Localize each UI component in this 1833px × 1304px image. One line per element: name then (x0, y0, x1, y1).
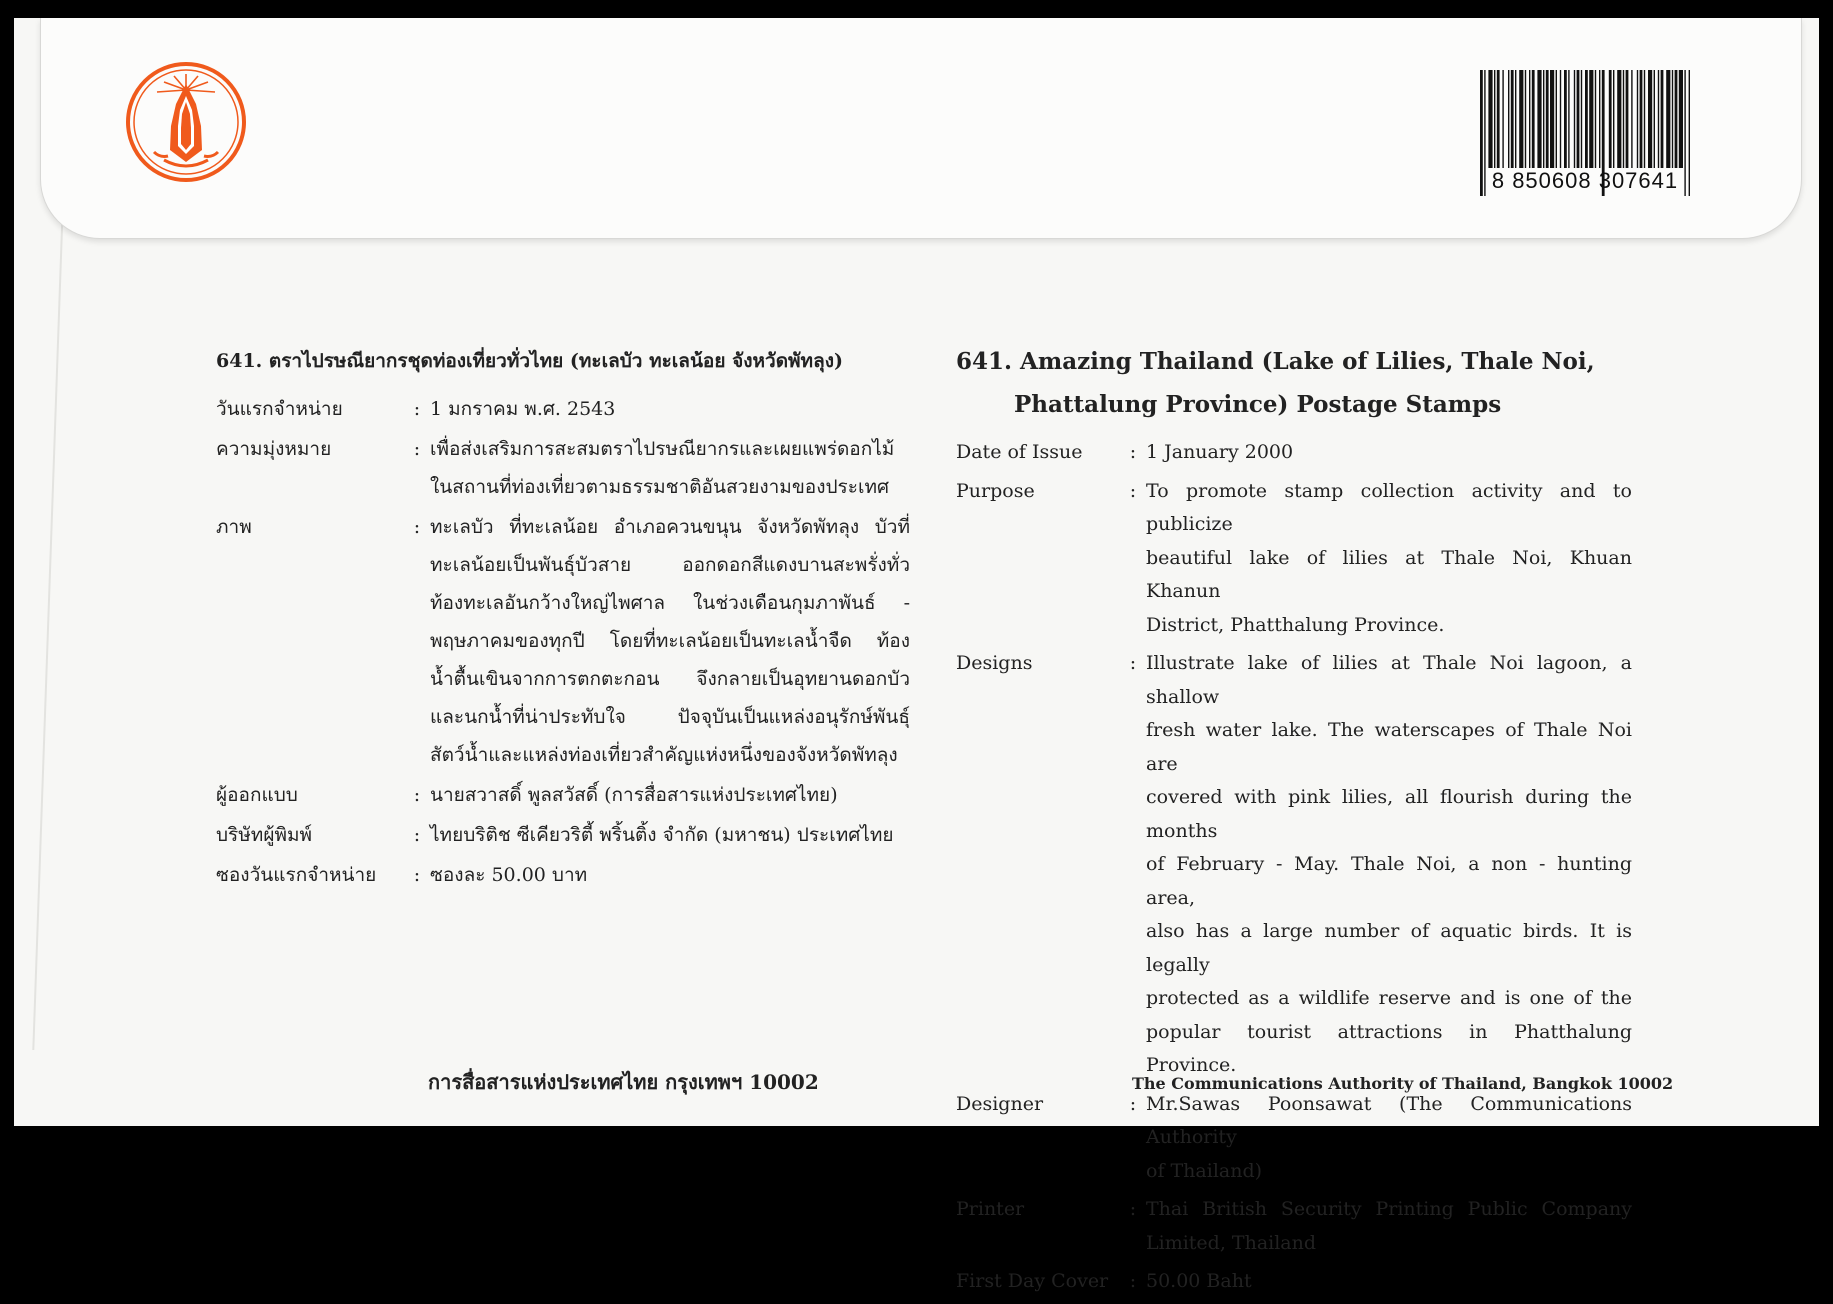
thai-row-label: ผู้ออกแบบ (216, 784, 298, 806)
barcode-bar (1589, 70, 1593, 168)
thai-value-line: น้ำตื้นเขินจากการตกตะกอน จึงกลายเป็นอุทยานดอกบัว (430, 668, 910, 690)
english-title (956, 340, 1632, 426)
barcode-bar (1511, 70, 1514, 168)
barcode-bar (1560, 70, 1561, 168)
thai-value-line: ทะเลบัว ที่ทะเลน้อย อำเภอควนขนุน จังหวัดพัทลุง บัวที่ (430, 516, 910, 538)
eng-row-value (1146, 436, 1632, 470)
colon-separator: : (1129, 1198, 1137, 1220)
thai-row-label: ภาพ (216, 516, 252, 538)
barcode-bar (1556, 70, 1557, 168)
eng-value-line: also has a large number of aquatic birds. It is legally (1146, 920, 1632, 976)
thai-row-label: วันแรกจำหน่าย (216, 398, 343, 420)
eng-value-line: District, Phatthalung Province. (1146, 613, 1445, 636)
thai-value-line: ทะเลน้อยเป็นพันธุ์บัวสาย ออกดอกสีแดงบานสะพรั่งทั่ว (430, 554, 910, 576)
eng-row-label: First Day Cover (956, 1270, 1109, 1292)
eng-row-label: Designer (956, 1092, 1044, 1115)
eng-row-label: Purpose (956, 479, 1035, 502)
thai-row (216, 430, 910, 506)
eng-row-value (1146, 647, 1632, 1083)
barcode-number: 8 850608 307641 (1491, 168, 1679, 193)
thai-description-column (216, 346, 910, 896)
eng-row-value (1146, 1088, 1632, 1189)
thai-value-line: เพื่อส่งเสริมการสะสมตราไปรษณียากรและเผยแพร่ดอกไม้ (430, 438, 895, 460)
barcode-bar (1661, 70, 1664, 168)
barcode-bar (1497, 70, 1500, 168)
colon-separator: : (1129, 1092, 1137, 1115)
eng-value-line: 50.00 Baht (1146, 1270, 1252, 1292)
thai-footer-address: การสื่อสารแห่งประเทศไทย กรุงเทพฯ 10002 (428, 1070, 819, 1094)
barcode-bar (1654, 70, 1655, 168)
barcode-bar (1529, 70, 1530, 168)
eng-row (956, 1193, 1632, 1260)
thai-row-value (430, 430, 910, 506)
eng-value-line: protected as a wildlife reserve and is one of the (1146, 987, 1632, 1009)
colon-separator: : (413, 784, 421, 806)
english-title-line-1: 641. Amazing Thailand (Lake of Lilies, Thale Noi, (956, 348, 1595, 375)
eng-value-line: Illustrate lake of lilies at Thale Noi lagoon, a shallow (1146, 652, 1632, 708)
barcode-bar (1666, 70, 1670, 168)
barcode-bar (1595, 70, 1596, 168)
thai-row-value (430, 856, 910, 894)
eng-row-label: Date of Issue (956, 441, 1083, 463)
thai-value-line: ไทยบริติช ซีเคียวริตี้ พริ้นติ้ง จำกัด (มหาชน) ประเทศไทย (430, 824, 894, 846)
barcode-bar (1623, 70, 1624, 168)
barcode-bar (1550, 70, 1554, 168)
eng-row-label: Designs (956, 652, 1033, 674)
thai-row (216, 816, 910, 854)
postal-emblem-seal (124, 60, 248, 184)
english-footer-address: The Communications Authority of Thailand, Bangkok 10002 (1132, 1074, 1674, 1093)
eng-value-line: beautiful lake of lilies at Thale Noi, Khuan Khanun (1146, 546, 1632, 602)
thai-row (216, 390, 910, 428)
barcode-bar (1577, 70, 1580, 168)
eng-row-value (1146, 1265, 1632, 1299)
thai-row-value (430, 776, 910, 814)
barcode-bar (1537, 70, 1541, 168)
thai-row-label: ซองวันแรกจำหน่าย (216, 864, 377, 886)
eng-value-line: 1 January 2000 (1146, 441, 1294, 463)
eng-row (956, 475, 1632, 643)
thai-row-label: บริษัทผู้พิมพ์ (216, 824, 313, 846)
eng-row-value (1146, 1193, 1632, 1260)
barcode-bar (1644, 70, 1645, 168)
colon-separator: : (413, 398, 421, 420)
barcode-bar (1609, 70, 1612, 168)
thai-value-line: นายสวาสดิ์ พูลสวัสดิ์ (การสื่อสารแห่งประเทศไทย) (430, 784, 838, 806)
thai-value-line: ซองละ 50.00 บาท (430, 864, 588, 886)
barcode-bar (1613, 70, 1614, 168)
barcode-bar (1626, 70, 1629, 168)
barcode-bar (1568, 70, 1569, 168)
barcode-bar (1543, 70, 1544, 168)
colon-separator: : (413, 438, 421, 460)
barcode-bar (1532, 70, 1535, 168)
thai-value-line: และนกน้ำที่น่าประทับใจ ปัจจุบันเป็นแหล่งอนุรักษ์พันธุ์ (430, 706, 910, 728)
thai-value-line: ท้องทะเลอันกว้างใหญ่ไพศาล ในช่วงเดือนกุมภาพันธ์ - (430, 592, 910, 614)
english-title-line-2: Phattalung Province) Postage Stamps (1014, 391, 1502, 418)
barcode-bar (1585, 70, 1588, 168)
barcode-bar (1508, 70, 1509, 168)
barcode-bar (1525, 70, 1526, 168)
barcode-bar (1675, 70, 1678, 168)
barcode-bar (1648, 70, 1652, 168)
thai-title: 641. ตราไปรษณียากรชุดท่องเที่ยวทั่วไทย (ทะเลบัว ทะเลน้อย จังหวัดพัทลุง) (216, 350, 843, 372)
eng-row (956, 436, 1632, 470)
colon-separator: : (1129, 479, 1137, 502)
eng-row (956, 647, 1632, 1083)
eng-value-line: popular tourist attractions in Phatthalung Province. (1146, 1020, 1632, 1076)
thai-value-line: ในสถานที่ท่องเที่ยวตามธรรมชาติอันสวยงามของประเทศ (430, 476, 890, 498)
thai-details (216, 390, 910, 894)
thai-row-value (430, 508, 910, 774)
thai-row-value (430, 390, 910, 428)
barcode-bar (1679, 70, 1683, 168)
colon-separator: : (1129, 1270, 1137, 1292)
barcode-bar (1519, 70, 1523, 168)
colon-separator: : (413, 516, 421, 538)
colon-separator: : (413, 864, 421, 886)
colon-separator: : (1129, 652, 1137, 674)
thai-row (216, 856, 910, 894)
barcode-bar (1640, 70, 1643, 168)
eng-value-line: Limited, Thailand (1146, 1231, 1317, 1254)
eng-row (956, 1265, 1632, 1299)
eng-value-line: of Thailand) (1146, 1159, 1263, 1182)
eng-row (956, 1088, 1632, 1189)
colon-separator: : (413, 824, 421, 846)
eng-value-line: Mr.Sawas Poonsawat (The Communications Authority (1146, 1092, 1632, 1148)
barcode-bar (1488, 70, 1492, 168)
eng-value-line: Thai British Security Printing Public Company (1146, 1198, 1632, 1220)
eng-value-line: covered with pink lilies, all flourish during the months (1146, 786, 1632, 842)
barcode-bar (1502, 70, 1503, 168)
eng-value-line: fresh water lake. The waterscapes of Thale Noi are (1146, 719, 1632, 775)
barcode-bar (1564, 70, 1567, 168)
thai-value-line: พฤษภาคมของทุกปี โดยที่ทะเลน้อยเป็นทะเลน้ำจืด ท้อง (430, 630, 910, 652)
colon-separator: : (1129, 441, 1137, 463)
eng-row-label: Printer (956, 1198, 1025, 1220)
thai-row (216, 776, 910, 814)
barcode-bar (1515, 70, 1516, 168)
english-details (956, 436, 1632, 1299)
barcode-bar (1631, 70, 1632, 168)
thai-row-label: ความมุ่งหมาย (216, 438, 332, 460)
barcode-bar (1672, 70, 1673, 168)
thai-row (216, 508, 910, 774)
barcode-bar (1546, 70, 1549, 168)
barcode-bar (1658, 70, 1659, 168)
thai-value-line: 1 มกราคม พ.ศ. 2543 (430, 398, 616, 420)
barcode-bar (1581, 70, 1582, 168)
barcode-bar (1599, 70, 1600, 168)
thai-row-value (430, 816, 910, 854)
barcode-bar (1637, 70, 1638, 168)
eng-row-value (1146, 475, 1632, 643)
barcode-bar (1574, 70, 1575, 168)
thai-value-line: สัตว์น้ำและแหล่งท่องเที่ยวสำคัญแห่งหนึ่งของจังหวัดพัทลุง (430, 744, 898, 766)
barcode-bar (1494, 70, 1495, 168)
eng-value-line: To promote stamp collection activity and to publicize (1146, 479, 1632, 535)
barcode-bar (1617, 70, 1621, 168)
eng-value-line: of February - May. Thale Noi, a non - hunting area, (1146, 853, 1632, 909)
english-description-column (956, 340, 1632, 1304)
